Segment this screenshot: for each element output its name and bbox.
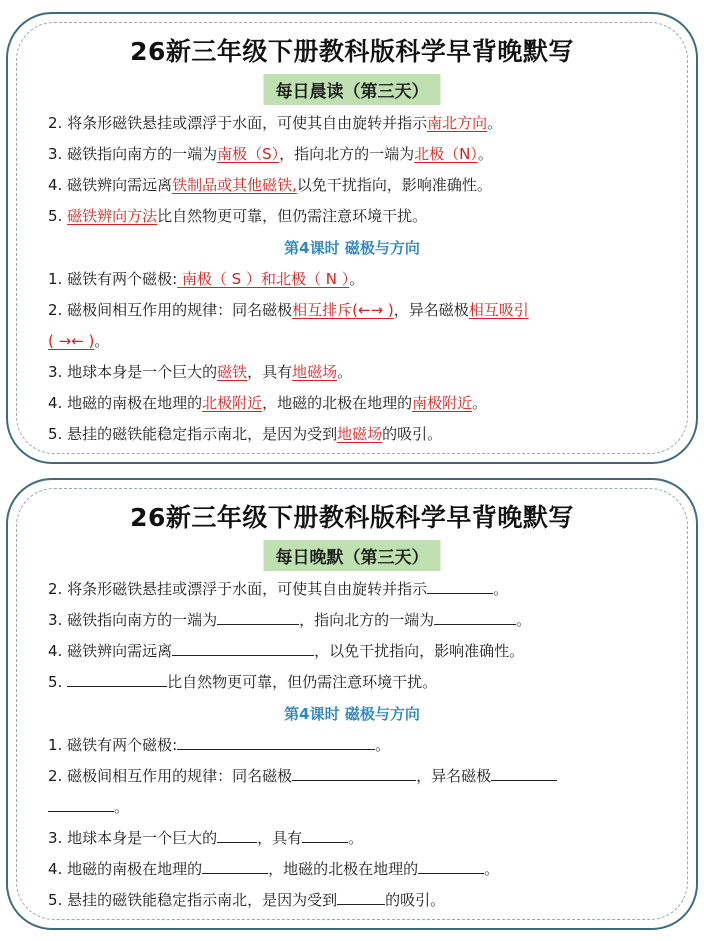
section-badge: 每日晨读（第三天） [264,74,441,105]
answer-blank[interactable] [427,578,493,594]
list-item: 4. 磁铁辨向需远离 ，以免干扰指向，影响准确性。 [48,642,525,660]
answer-blank[interactable] [202,858,268,874]
list-item: 3. 磁铁指向南方的一端为 ，指向北方的一端为 。 [48,611,532,629]
list-item: 4. 地磁的南极在地理的北极附近，地磁的北极在地理的南极附近。 [48,394,488,412]
evening-dictation-card [6,478,698,930]
answer-text: 北极（N） [414,145,478,163]
answer-blank[interactable] [217,609,299,625]
list-item: 5. 悬挂的磁铁能稳定指示南北，是因为受到 的吸引。 [48,891,446,909]
list-item: 5. 悬挂的磁铁能稳定指示南北，是因为受到地磁场的吸引。 [48,425,443,443]
answer-text: 地磁场 [337,425,383,443]
lesson-heading: 第4课时 磁极与方向 [284,239,420,257]
list-item: 3. 地球本身是一个巨大的 ，具有 。 [48,829,364,847]
list-item: 1. 磁铁有两个磁极: 南极（ S ）和北极（ N ）。 [48,270,365,288]
list-item: 5. 磁铁辨向方法比自然物更可靠，但仍需注意环境干扰。 [48,207,428,225]
answer-blank[interactable] [177,734,375,750]
answer-blank[interactable] [302,827,348,843]
answer-text: 相互吸引 [468,301,529,319]
answer-text: 磁铁 [217,363,248,381]
answer-blank[interactable] [434,609,516,625]
list-item: 4. 磁铁辨向需远离铁制品或其他磁铁,以免干扰指向，影响准确性。 [48,176,492,194]
list-item: 5. 比自然物更可靠，但仍需注意环境干扰。 [48,673,438,691]
answer-blank[interactable] [491,765,557,781]
list-item-continuation: ( →← )。 [48,332,110,350]
answer-blank[interactable] [48,796,114,812]
answer-text: 南极（S） [217,145,280,163]
answer-text: 南极（ S ）和北极（ N ） [177,270,350,288]
answer-text: 北极附近 [202,394,263,412]
answer-blank[interactable] [67,671,167,687]
page-title: 26新三年级下册教科版科学早背晚默写 [130,37,574,66]
morning-reading-card [6,12,698,464]
answer-blank[interactable] [337,889,385,905]
lesson-heading: 第4课时 磁极与方向 [284,705,420,723]
section-badge: 每日晚默（第三天） [264,540,441,571]
answer-text: 南北方向 [427,114,488,132]
list-item-continuation: 。 [48,796,656,818]
list-item: 3. 地球本身是一个巨大的磁铁，具有地磁场。 [48,363,353,381]
page-title: 26新三年级下册教科版科学早背晚默写 [130,503,574,532]
list-item: 3. 磁铁指向南方的一端为南极（S），指向北方的一端为北极（N）。 [48,145,493,163]
list-item: 1. 磁铁有两个磁极: 。 [48,736,391,754]
list-item: 4. 地磁的南极在地理的 ，地磁的北极在地理的 。 [48,860,500,878]
answer-text: 磁铁辨向方法 [67,207,158,225]
list-item: 2. 磁极间相互作用的规律：同名磁极相互排斥(←→ )，异名磁极相互吸引 [48,301,529,319]
list-item: 2. 将条形磁铁悬挂或漂浮于水面，可使其自由旋转并指示南北方向。 [48,114,503,132]
answer-blank[interactable] [292,765,416,781]
list-item: 2. 将条形磁铁悬挂或漂浮于水面，可使其自由旋转并指示 。 [48,580,509,598]
answer-blank[interactable] [217,827,257,843]
list-item: 2. 磁极间相互作用的规律：同名磁极 ，异名磁极 [48,765,656,787]
answer-text: ( →← ) [48,332,95,350]
answer-text: 铁制品或其他磁铁, [172,176,297,194]
answer-blank[interactable] [172,640,314,656]
answer-text: 南极附近 [412,394,473,412]
answer-blank[interactable] [418,858,484,874]
answer-text: 地磁场 [292,363,338,381]
answer-text: 相互排斥(←→ ) [292,301,394,319]
